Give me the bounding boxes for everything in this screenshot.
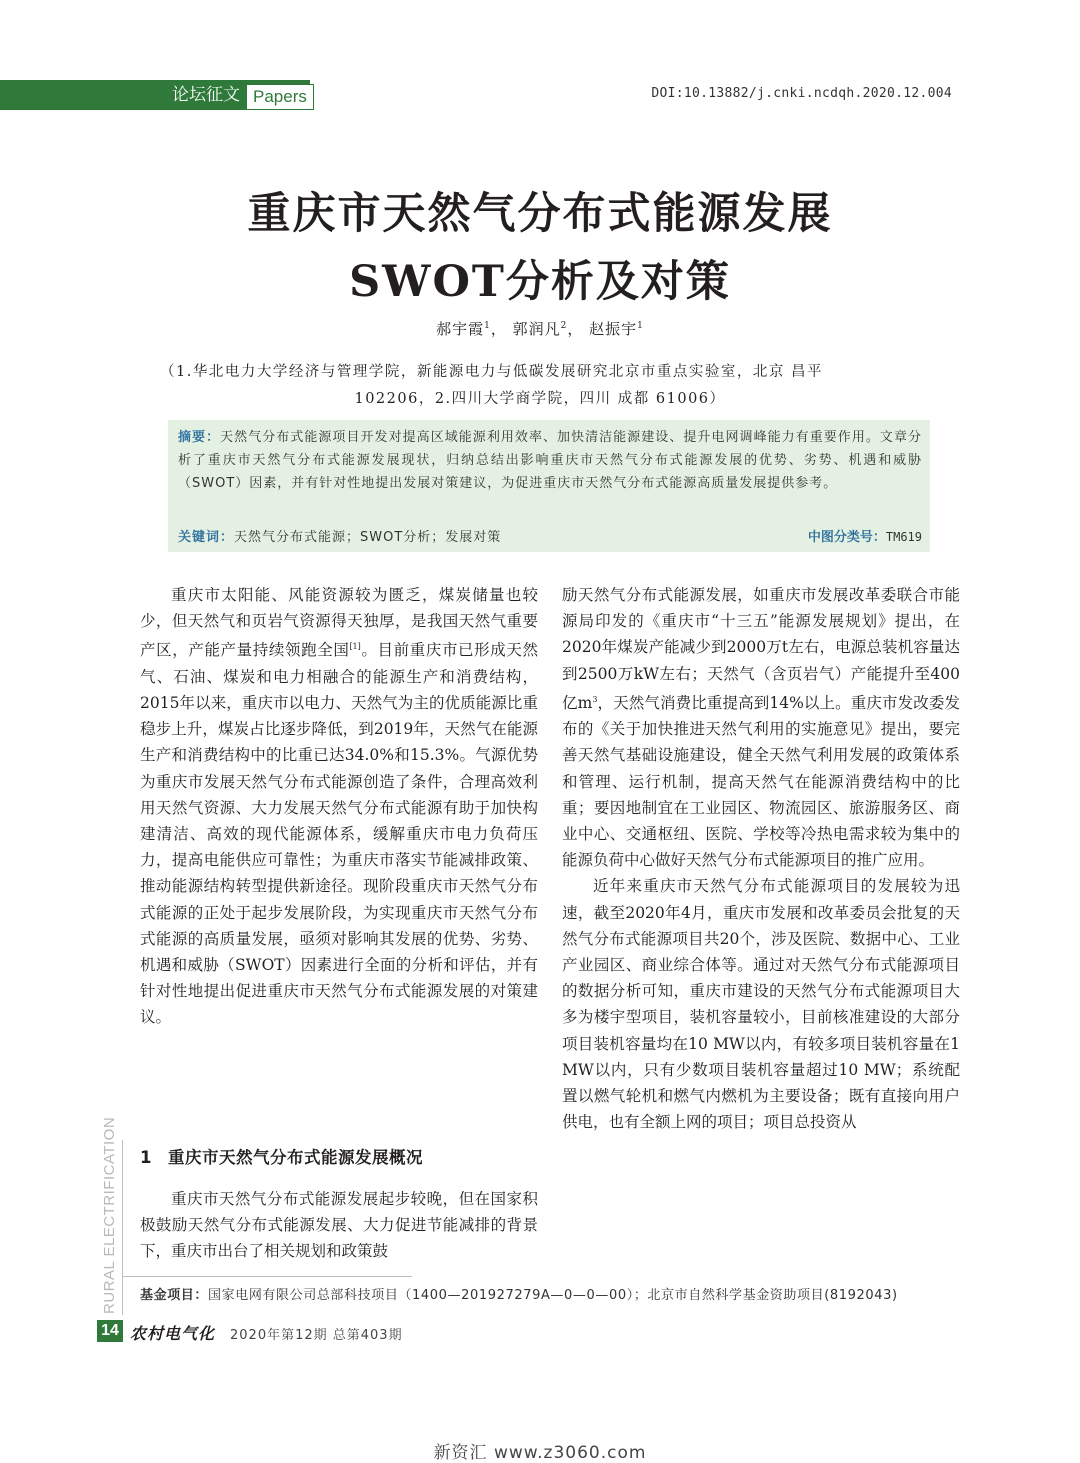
reference-mark: [1] xyxy=(349,642,361,652)
paragraph xyxy=(562,582,960,873)
paragraph-text: 。目前重庆市已形成天然气、石油、煤炭和电力相融合的能源生产和消费结构，2015年以来，重庆市以电力、天然气为主的优质能源比重稳步上升，煤炭占比逐步降低，到2019年，天然气在能源生产和消费结构中的比重已达34.0%和15.3%。气源优势为重庆市发展天然气分布式能源创造了条件，合理高效利用天然气资源、大力发展天然气分布式能源有助于加快构建清洁、高效的现代能源体系，缓解重庆市电力负荷压力，提高电能供应可靠性；为重庆市落实节能减排政策、推动能源结构转型提供新途径。现阶段重庆市天然气分布式能源的正处于起步发展阶段，为实现重庆市天然气分布式能源的高质量发展，亟须对影响其发展的优势、劣势、机遇和威胁（SWOT）因素进行全面的分析和评估，并有针对性地提出促进重庆市天然气分布式能源发展的对策建议。 xyxy=(140,641,538,1027)
author-affiliation-mark: 2 xyxy=(560,321,568,331)
keywords-label: 关键词： xyxy=(178,530,235,545)
clc-label: 中图分类号： xyxy=(807,530,886,545)
section-title: 重庆市天然气分布式能源发展概况 xyxy=(167,1148,423,1167)
paragraph-text: 励天然气分布式能源发展，如重庆市发展改革委联合市能源局印发的《重庆市“十三五”能源发展规划》提出，在2020年煤炭产能减少到2000万t左右，电源总装机容量达到2500万kW左右；天然气（含页岩气）产能提升至400亿m xyxy=(562,586,960,712)
superscript: 3 xyxy=(592,694,598,704)
watermark: 新资汇 www.z3060.com xyxy=(433,1443,647,1463)
paper-title-line2: SWOT分析及对策 xyxy=(349,257,731,307)
funding-text: 国家电网有限公司总部科技项目（1400—201927279A—0—0—00）；北京市自然科学基金资助项目(8192043) xyxy=(208,1288,898,1303)
abstract-text: 天然气分布式能源项目开发对提高区域能源利用效率、加快清洁能源建设、提升电网调峰能力有重要作用。文章分析了重庆市天然气分布式能源发展现状，归纳总结出影响重庆市天然气分布式能源发展的优势、劣势、机遇和威胁（SWOT）因素，并有针对性地提出发展对策建议，为促进重庆市天然气分布式能源高质量发展提供参考。 xyxy=(178,430,922,491)
affiliation-line1: （1.华北电力大学经济与管理学院，新能源电力与低碳发展研究北京市重点实验室，北京 昌平 xyxy=(160,364,823,380)
paragraph-text: ，天然气消费比重提高到14%以上。重庆市发改委发布的《关于加快推进天然气利用的实施意见》提出，要完善天然气基础设施建设，健全天然气利用发展的政策体系和管理、运行机制，提高天然气在能源消费结构中的比重；要因地制宜在工业园区、物流园区、旅游服务区、商业中心、交通枢纽、医院、学校等冷热电需求较为集中的能源负荷中心做好天然气分布式能源项目的推广应用。 xyxy=(562,693,961,870)
author-name: 郝宇霞 xyxy=(436,320,485,338)
authors: 郝宇霞$^1$， 郭润凡$^2$， 赵振宇$^1$ xyxy=(436,320,644,338)
author-name: 赵振宇 xyxy=(589,320,638,338)
funding-label: 基金项目： xyxy=(140,1288,209,1303)
page-number: 14 xyxy=(101,1322,119,1339)
clc-code: TM619 xyxy=(885,530,922,544)
body-left-column xyxy=(140,582,538,1031)
body-left-column-2 xyxy=(140,1186,538,1265)
journal-name: 农村电气化 xyxy=(130,1324,216,1343)
classification xyxy=(808,526,922,545)
section-label-en: Papers xyxy=(246,84,314,110)
author-affiliation-mark: 1 xyxy=(484,321,491,331)
doi: DOI:10.13882/j.cnki.ncdqh.2020.12.004 xyxy=(651,86,952,101)
author-name: 郭润凡 xyxy=(512,320,561,338)
author-affiliation-mark: 1 xyxy=(637,321,644,331)
paper-title-line1: 重庆市天然气分布式能源发展 xyxy=(247,189,833,239)
section-label-cn: 论坛征文 xyxy=(172,85,240,105)
keywords-text: 天然气分布式能源；SWOT分析；发展对策 xyxy=(234,530,502,545)
affiliation-line2: 102206，2.四川大学商学院，四川 成都 61006） xyxy=(354,391,726,407)
footer-vertical-rule xyxy=(122,1140,123,1315)
funding-note xyxy=(140,1284,898,1303)
abstract xyxy=(178,426,922,495)
paragraph-text: 重庆市太阳能、风能资源较为匮乏，煤炭储量也较少，但天然气和页岩气资源得天独厚，是我国天然气重要产区，产能产量持续领跑全国 xyxy=(140,586,538,660)
paragraph: 重庆市天然气分布式能源发展起步较晚，但在国家积极鼓励天然气分布式能源发展、大力促进节能减排的背景下，重庆市出台了相关规划和政策鼓 xyxy=(140,1190,538,1261)
issue-info: 2020年第12期 总第403期 xyxy=(230,1328,403,1343)
abstract-label: 摘要： xyxy=(178,430,221,445)
section-heading xyxy=(140,1144,423,1168)
vertical-label-text: RURAL ELECTRIFICATION xyxy=(101,1116,118,1314)
journal-vertical-label xyxy=(100,1116,120,1315)
paragraph: 近年来重庆市天然气分布式能源项目的发展较为迅速，截至2020年4月，重庆市发展和改革委员会批复的天然气分布式能源项目共20个，涉及医院、数据中心、工业产业园区、商业综合体等。通过对天然气分布式能源项目的数据分析可知，重庆市建设的天然气分布式能源项目大多为楼宇型项目，装机容量较小，目前核准建设的大部分项目装机容量均在10 MW以内，有较多项目装机容量在1 MW以内，只有少数项目装机容量超过10 MW；系统配置以燃气轮机和燃气内燃机为主要设备；既有直接向用户供电，也有全额上网的项目；项目总投资从 xyxy=(562,877,960,1132)
section-number: 1 xyxy=(140,1148,152,1167)
footnote-rule xyxy=(122,1276,412,1277)
body-right-column xyxy=(562,582,960,1135)
paragraph xyxy=(140,582,538,1031)
